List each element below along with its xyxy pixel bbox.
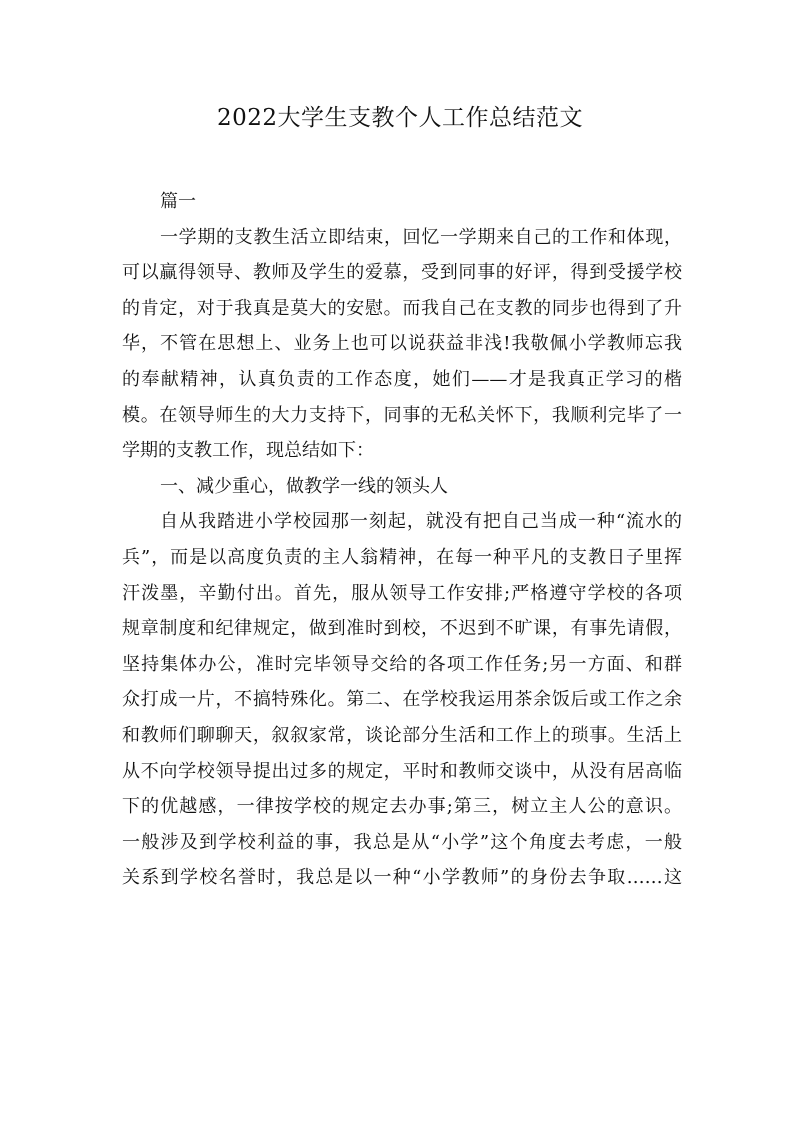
paragraph-line: 模。在领导师生的大力支持下，同事的无私关怀下，我顺利完毕了一: [122, 404, 682, 426]
paragraph-line: 和教师们聊聊天，叙叙家常，谈论部分生活和工作上的琐事。生活上: [122, 724, 682, 746]
paragraph-line: 学期的支教工作，现总结如下：: [122, 440, 374, 462]
paragraph-line: 的奉献精神，认真负责的工作态度，她们——才是我真正学习的楷: [122, 368, 682, 390]
paragraph-line: 一般涉及到学校利益的事，我总是从“小学”这个角度去考虑，一般: [122, 831, 682, 853]
paragraph-line: 下的优越感，一律按学校的规定去办事;第三，树立主人公的意识。: [122, 796, 682, 818]
document-body: [122, 184, 682, 896]
document-title: 2022大学生支教个人工作总结范文: [216, 105, 584, 131]
paragraph-line: 的肯定，对于我真是莫大的安慰。而我自己在支教的同步也得到了升: [122, 297, 682, 319]
paragraph-line: 汗泼墨，辛勤付出。首先，服从领导工作安排;严格遵守学校的各项: [122, 582, 682, 604]
paragraph-line: 坚持集体办公，准时完毕领导交给的各项工作任务;另一方面、和群: [122, 653, 682, 675]
paragraph-line: 众打成一片，不搞特殊化。第二、在学校我运用茶余饭后或工作之余: [122, 689, 682, 711]
paragraph-line: 篇一: [160, 191, 196, 212]
paragraph-line: 兵”，而是以高度负责的主人翁精神，在每一种平凡的支教日子里挥: [122, 546, 682, 568]
paragraph-line: 一、减少重心，做教学一线的领头人: [160, 475, 448, 497]
paragraph-line: 从不向学校领导提出过多的规定，平时和教师交谈中，从没有居高临: [122, 760, 682, 782]
paragraph-line: 自从我踏进小学校园那一刻起，就没有把自己当成一种“流水的: [160, 511, 682, 533]
paragraph-line: 华，不管在思想上、业务上也可以说获益非浅!我敬佩小学教师忘我: [122, 333, 682, 355]
paragraph-line: 一学期的支教生活立即结束，回忆一学期来自己的工作和体现，: [160, 226, 682, 248]
paragraph-line: 可以赢得领导、教师及学生的爱慕，受到同事的好评，得到受援学校: [122, 262, 682, 284]
paragraph-line: 规章制度和纪律规定，做到准时到校，不迟到不旷课，有事先请假，: [122, 618, 682, 640]
paragraph-line: 关系到学校名誉时，我总是以一种“小学教师”的身份去争取……这: [122, 867, 682, 889]
